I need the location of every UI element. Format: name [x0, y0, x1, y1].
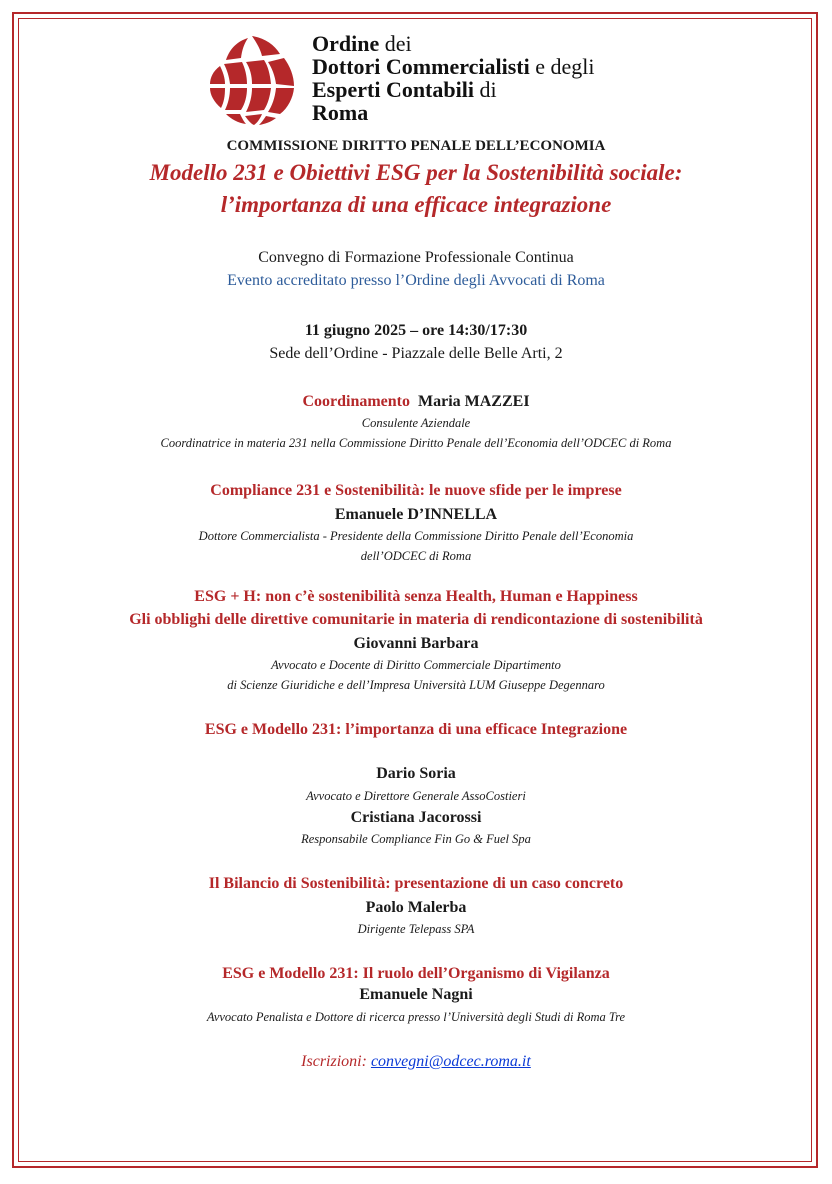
talk-5-speaker-role: Avvocato Penalista e Dottore di ricerca presso l’Università degli Studi di Roma Tre [206, 1010, 626, 1024]
talk-2-subtitle: Gli obblighi delle direttive comunitarie in materia di rendicontazione di sostenibilità [129, 611, 703, 628]
event-title-line2: l’importanza di una efficace integrazione [220, 192, 612, 217]
logo-line3-bold: Esperti Contabili [312, 77, 474, 102]
talk-4-speaker: Paolo Malerba [365, 899, 467, 916]
talk-3-title: ESG e Modello 231: l’importanza di una efficace Integrazione [204, 721, 628, 738]
coordination-line [0, 393, 832, 411]
commission-name: COMMISSIONE DIRITTO PENALE DELL’ECONOMIA [226, 138, 606, 154]
talk-4-speaker-role: Dirigente Telepass SPA [357, 922, 475, 936]
globe-logo-icon [204, 32, 300, 128]
event-datetime: 11 giugno 2025 – ore 14:30/17:30 [304, 322, 528, 339]
talk-3-speaker: Dario Soria [376, 765, 456, 782]
talk-2-speaker-role-2: di Scienze Giuridiche e dell’Impresa Università LUM Giuseppe Degennaro [227, 678, 605, 692]
event-title-line1: Modello 231 e Obiettivi ESG per la Sostenibilità sociale: [149, 160, 683, 185]
registration-email-link[interactable]: convegni@odcec.roma.it [370, 1053, 531, 1070]
event-type: Convegno di Formazione Professionale Continua [258, 249, 574, 266]
coordinator-role-2: Coordinatrice in materia 231 nella Commissione Diritto Penale dell’Economia dell’ODCEC di Roma [160, 436, 672, 450]
talk-5-title: ESG e Modello 231: Il ruolo dell’Organismo di Vigilanza [222, 965, 610, 982]
logo-line4-bold: Roma [312, 100, 369, 125]
registration-line [0, 1053, 832, 1071]
logo-line3-rest: di [473, 77, 497, 102]
event-venue: Sede dell’Ordine - Piazzale delle Belle Arti, 2 [269, 345, 563, 362]
logo-wordmark [312, 32, 594, 124]
logo-line1-bold: Ordine [312, 31, 380, 56]
coordinator-name: Maria MAZZEI [418, 393, 530, 410]
logo-line2-rest: e degli [529, 54, 595, 79]
odcec-logo [204, 32, 664, 128]
talk-1-speaker-role-1: Dottore Commercialista - Presidente della Commissione Diritto Penale dell’Economia [198, 529, 634, 543]
talk-3-speaker-2: Cristiana Jacorossi [350, 809, 482, 826]
talk-1-speaker: Emanuele D’INNELLA [334, 506, 498, 523]
coordinator-role-1: Consulente Aziendale [361, 416, 471, 430]
talk-3-speaker-role: Avvocato e Direttore Generale AssoCostieri [306, 789, 526, 803]
event-accreditation: Evento accreditato presso l’Ordine degli Avvocati di Roma [227, 272, 605, 289]
talk-2-speaker: Giovanni Barbara [353, 635, 479, 652]
talk-3-speaker-2-role: Responsabile Compliance Fin Go & Fuel Spa [301, 832, 531, 846]
logo-line1-rest: dei [379, 31, 412, 56]
talk-4-title: Il Bilancio di Sostenibilità: presentazione di un caso concreto [208, 875, 624, 892]
coordination-label: Coordinamento [302, 393, 410, 410]
talk-2-speaker-role-1: Avvocato e Docente di Diritto Commerciale Dipartimento [271, 658, 561, 672]
logo-line2-bold: Dottori Commercialisti [312, 54, 530, 79]
talk-2-title: ESG + H: non c’è sostenibilità senza Health, Human e Happiness [194, 588, 638, 605]
talk-1-title: Compliance 231 e Sostenibilità: le nuove sfide per le imprese [210, 482, 622, 499]
talk-5-speaker: Emanuele Nagni [359, 986, 473, 1003]
talk-1-speaker-role-2: dell’ODCEC di Roma [360, 549, 472, 563]
registration-label: Iscrizioni: [301, 1053, 367, 1070]
